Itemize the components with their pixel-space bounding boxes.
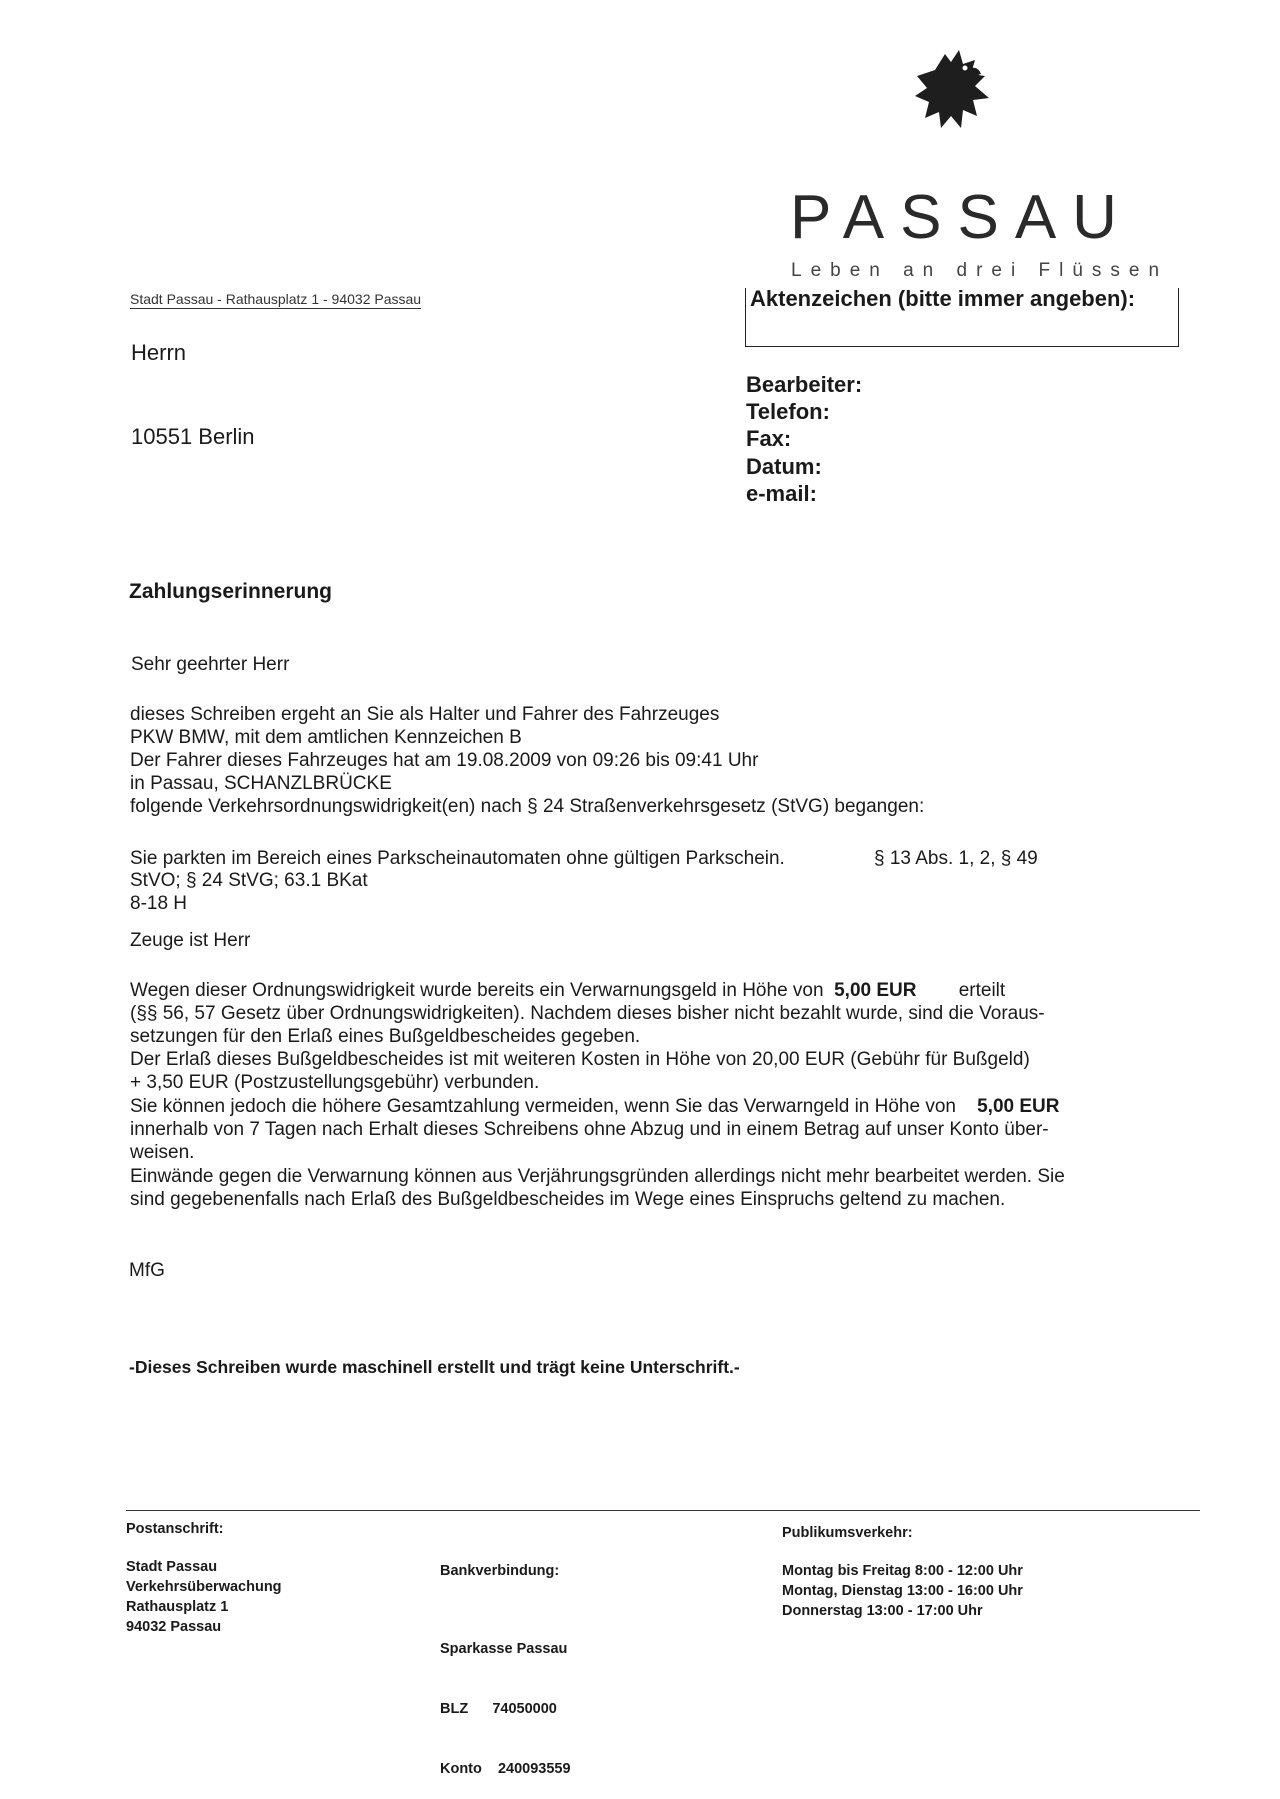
body-line: Sie können jedoch die höhere Gesamtzahlung vermeiden, wenn Sie das Verwarngeld in Höhe von 5,00 EUR xyxy=(130,1096,1060,1117)
field-fax: Fax: xyxy=(746,426,792,451)
body-line: Wegen dieser Ordnungswidrigkeit wurde bereits ein Verwarnungsgeld in Höhe von 5,00 EUR erteilt xyxy=(130,980,1006,1001)
body-line: + 3,50 EUR (Postzustellungsgebühr) verbunden. xyxy=(130,1072,540,1093)
letter-subject: Zahlungserinnerung xyxy=(129,580,333,603)
brand-name: PASSAU xyxy=(790,183,1133,252)
footer-postal-line: Verkehrsüberwachung xyxy=(126,1579,282,1595)
footer-bank-heading: Bankverbindung: xyxy=(440,1563,560,1579)
footer-hours xyxy=(782,1523,1023,1621)
reference-box xyxy=(745,288,1179,347)
field-telefon: Telefon: xyxy=(746,399,830,424)
payment-amount: 5,00 EUR xyxy=(977,1096,1060,1117)
field-bearbeiter: Bearbeiter: xyxy=(746,372,863,397)
body-line: sind gegebenenfalls nach Erlaß des Bußgeldbescheides im Wege eines Einspruchs geltend zu machen. xyxy=(130,1189,1006,1210)
footer-bank-line: BLZ 74050000 xyxy=(440,1701,557,1717)
footer-postal-heading: Postanschrift: xyxy=(126,1521,224,1537)
offense-text: Sie parkten im Bereich eines Parkscheinautomaten ohne gültigen Parkschein. xyxy=(130,848,785,869)
footer-hours-line: Donnerstag 13:00 - 17:00 Uhr xyxy=(782,1603,983,1619)
reference-label: Aktenzeichen (bitte immer angeben): xyxy=(750,286,1136,311)
footer-hours-line: Montag, Dienstag 13:00 - 16:00 Uhr xyxy=(782,1583,1023,1599)
footer-bank-line: Sparkasse Passau xyxy=(440,1641,568,1657)
footer-hours-heading: Publikumsverkehr: xyxy=(782,1525,913,1541)
witness-line: Zeuge ist Herr xyxy=(130,930,251,951)
offense-legal-ref: § 13 Abs. 1, 2, § 49 xyxy=(874,848,1038,869)
recipient-city: 10551 Berlin xyxy=(131,424,255,449)
offense-line: 8-18 H xyxy=(130,893,188,914)
footer-hours-line: Montag bis Freitag 8:00 - 12:00 Uhr xyxy=(782,1563,1023,1579)
footer-postal xyxy=(126,1519,282,1637)
machine-note: -Dieses Schreiben wurde maschinell erstellt und trägt keine Unterschrift.- xyxy=(129,1357,740,1377)
body-line: innerhalb von 7 Tagen nach Erhalt dieses Schreibens ohne Abzug und in einem Betrag auf unser Konto über- xyxy=(130,1119,1049,1140)
body-line: dieses Schreiben ergeht an Sie als Halter und Fahrer des Fahrzeuges xyxy=(130,704,720,725)
passau-lion-logo xyxy=(905,40,1001,136)
body-line: (§§ 56, 57 Gesetz über Ordnungswidrigkeiten). Nachdem dieses bisher nicht bezahlt wurde, sind die Voraus- xyxy=(130,1003,1045,1024)
brand-tagline: Leben an drei Flüssen xyxy=(791,260,1169,281)
recipient-salutation: Herrn xyxy=(131,340,187,365)
body-line: setzungen für den Erlaß eines Bußgeldbescheides gegeben. xyxy=(130,1026,641,1047)
field-email: e-mail: xyxy=(746,481,817,506)
footer-postal-line: 94032 Passau xyxy=(126,1619,222,1635)
body-line: Der Fahrer dieses Fahrzeuges hat am 19.08.2009 von 09:26 bis 09:41 Uhr xyxy=(130,750,759,771)
offense-line: StVO; § 24 StVG; 63.1 BKat xyxy=(130,870,368,891)
footer-postal-line: Stadt Passau xyxy=(126,1559,218,1575)
footer-divider xyxy=(126,1510,1200,1511)
body-line: in Passau, SCHANZLBRÜCKE xyxy=(130,773,392,794)
footer-bank-line: Konto 240093559 xyxy=(440,1761,571,1777)
sender-return-address: Stadt Passau - Rathausplatz 1 - 94032 Passau xyxy=(130,291,422,307)
greeting: Sehr geehrter Herr xyxy=(131,654,290,675)
warning-amount: 5,00 EUR xyxy=(834,980,917,1001)
body-line: folgende Verkehrsordnungswidrigkeit(en) nach § 24 Straßenverkehrsgesetz (StVG) begangen: xyxy=(130,796,925,817)
closing: MfG xyxy=(129,1260,165,1281)
field-datum: Datum: xyxy=(746,454,822,479)
footer-postal-line: Rathausplatz 1 xyxy=(126,1599,229,1615)
body-line: Einwände gegen die Verwarnung können aus Verjährungsgründen allerdings nicht mehr bearbeitet werden. Sie xyxy=(130,1166,1065,1187)
footer-bank xyxy=(440,1521,571,1799)
body-line: weisen. xyxy=(130,1142,195,1163)
body-line: Der Erlaß dieses Bußgeldbescheides ist mit weiteren Kosten in Höhe von 20,00 EUR (Gebühr für Bußgeld) xyxy=(130,1049,1030,1070)
body-line: PKW BMW, mit dem amtlichen Kennzeichen B xyxy=(130,727,522,748)
